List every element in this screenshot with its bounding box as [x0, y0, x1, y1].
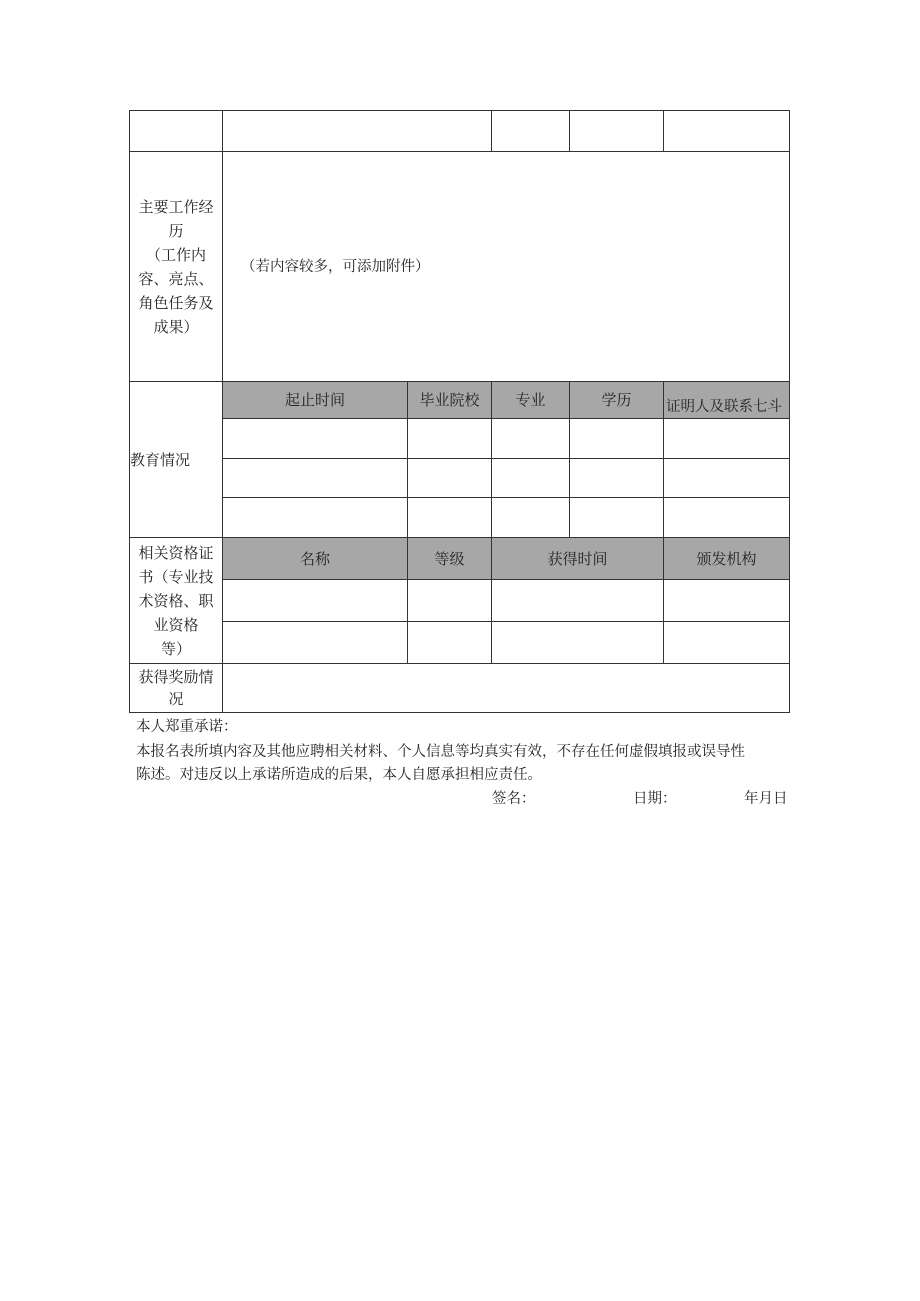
- cert-label-line: 相关资格证: [138, 543, 214, 562]
- declaration-heading: 本人郑重承诺：: [136, 719, 238, 735]
- work-label-line: 容、亮点、: [138, 269, 214, 288]
- top-row-cell-3[interactable]: [570, 111, 663, 151]
- certificates-label: [130, 538, 222, 663]
- top-row-cell-4[interactable]: [664, 111, 789, 151]
- cert-label-line: 业资格: [153, 615, 199, 634]
- work-label-line: 成果）: [153, 317, 199, 336]
- education-header-degree: 学历: [601, 391, 632, 409]
- work-label-line: 角色任务及: [138, 293, 214, 312]
- signature-label: 签名：: [492, 791, 536, 807]
- top-row-cell-1[interactable]: [223, 111, 491, 151]
- date-format: 年月日: [744, 791, 788, 807]
- education-header-referee: 证明人及联系七斗: [666, 399, 782, 415]
- cert-label-line: 书（专业技: [138, 567, 214, 586]
- education-header-major: 专业: [515, 391, 546, 409]
- education-row[interactable]: [223, 498, 789, 537]
- certificates-header-name: 名称: [299, 549, 330, 568]
- awards-label: [130, 664, 222, 712]
- work-label-line: （工作内: [145, 245, 206, 264]
- certificates-header-issuer: 颁发机构: [696, 549, 757, 568]
- education-header-period: 起止时间: [284, 391, 345, 409]
- certificates-header-level: 等级: [434, 549, 465, 568]
- table-line: [129, 712, 790, 713]
- education-header-school: 毕业院校: [419, 391, 480, 409]
- work-experience-label: [130, 152, 222, 381]
- awards-label-line: 获得奖励情: [138, 668, 214, 686]
- cert-label-line: 术资格、职: [138, 591, 214, 610]
- awards-label-line: 况: [168, 690, 184, 708]
- cert-label-line: 等）: [160, 639, 191, 658]
- awards-field[interactable]: [223, 664, 789, 712]
- education-row[interactable]: [223, 459, 789, 497]
- work-experience-field[interactable]: [223, 152, 789, 381]
- certificates-header-date: 获得时间: [547, 549, 608, 568]
- education-row[interactable]: [223, 419, 789, 458]
- certificate-row[interactable]: [223, 622, 789, 663]
- certificate-row[interactable]: [223, 580, 789, 621]
- work-label-line: 主要工作经: [138, 197, 214, 216]
- declaration-body-line: 本报名表所填内容及其他应聘相关材料、个人信息等均真实有效，不存在任何虚假填报或误导性: [136, 744, 745, 760]
- declaration-body-line: 陈述。对违反以上承诺所造成的后果，本人自愿承担相应责任。: [136, 767, 542, 783]
- work-experience-hint: （若内容较多，可添加附件）: [241, 259, 430, 275]
- education-label: 教育情况: [130, 450, 191, 469]
- date-label: 日期：: [633, 791, 677, 807]
- top-row-cell-2[interactable]: [492, 111, 569, 151]
- work-label-line: 历: [168, 221, 184, 240]
